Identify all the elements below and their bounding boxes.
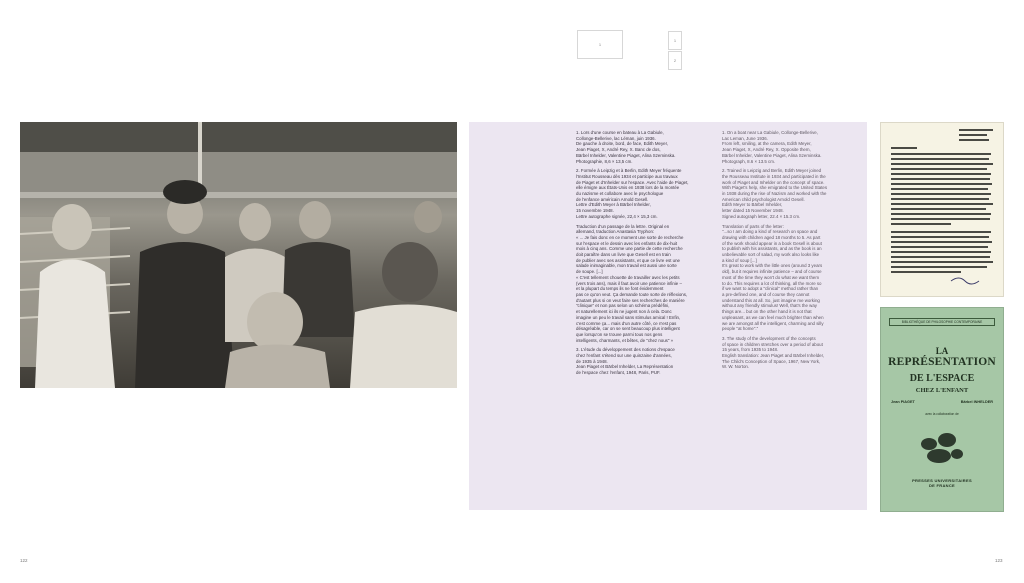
book-publisher-line-2: DE FRANCE	[928, 483, 956, 488]
book-title-line-3: DE L'ESPACE	[909, 373, 975, 384]
caption-fr-letter-translation: Traduction d'un passage de la lettre. Original en allemand, traduction Anastasia Tryphon: « ... Je fais donc en ce moment une sorte de recherche sur l'espace et le dessin avec les enfants de dix-huit mois à cinq ans. Comme une partie de cette recherche doit paraître dans un livre que Gesell est en train de publier avec ses assistants, et que ce livre est une salade inimaginable, mon travail est aussi une sorte de soupe. [...] « C'est tellement chouette de travailler avec les petits (vers trois ans), mais il faut avoir une patience infinie – et la plupart du temps ils ne font évidemment pas ce qu'on veut. Ça demande toute sorte de réflexions, d'autant plus si on veut faire ses recherches de manière "clinique" et non pas selon un schéma prédéfini, et naturellement ici ils ne jugent non à cela. Donc imagine un peu le travail sans stimulus amical ! Enfin, c'est comme ça... mais d'un autre côté, ce n'est pas désagréable, car on se sent beaucoup plus intelligent que lorsqu'on se trouve parmi tous nos gens intelligents, charmants, et bêtes, de "chez nous" »	[576, 223, 688, 343]
letter-image	[880, 122, 1004, 297]
book-title-line-4: CHEZ L'ENFANT	[915, 387, 969, 394]
book-title-line-1: LA	[935, 346, 949, 356]
book-collaboration-line: avec la collaboration de	[925, 412, 959, 416]
caption-fr-3: 3. L'étude du développement des notions d'espace chez l'enfant s'étend sur une quinzaine d'années, de 1935 à 1948. Jean Piaget et Bärbel Inhelder, La Représentation de l'espace chez l'enfant, 1948, Paris, PUF.	[576, 347, 675, 376]
page-number-left: 122	[20, 558, 28, 563]
nav-box-right-top-label: 1	[673, 38, 677, 43]
caption-en-3: 3. The study of the development of the concepts of space in children stretches over a period of about 15 years, from 1935 to 1948. English translation: Jean Piaget and Bärbel Inhelder, The Child's Conception of Space, 1967, New York, W. W. Norton.	[722, 335, 825, 370]
caption-en-1: 1. On a boat near La Gabiule, Collonge-Bellerive, Lac Leman, June 1936. From left, smiling, at the camera, Edith Meyer, Jean Piaget, X, André Rey, X. Opposite them, Bärbel Inhelder, Valentine Piaget, Alina Szeminska. Photograph, 8.6 × 13.5 cm.	[722, 130, 822, 164]
captions-english-column	[722, 130, 852, 374]
caption-fr-2: 2. Formée à Leipzig et à Berlin, Edith Meyer fréquente l'Institut Rousseau dès 1934 et participe aux travaux de Piaget et d'Inhelder sur l'espace. Avec l'aide de Piaget, elle émigre aux États-Unis en 1938 lors de la montée du nazisme et collabore avec le psychologue de l'enfance américain Arnold Gesell. Lettre d'Edith Meyer à Bärbel Inhelder, 15 novembre 1948. Lettre autographe signée, 22,4 × 15,3 cm.	[576, 168, 689, 219]
book-title-line-2: REPRÉSENTATION	[888, 356, 996, 368]
book-publisher-line-1: PRESSES UNIVERSITAIRES	[912, 478, 972, 483]
book-series-label: BIBLIOTHÈQUE DE PHILOSOPHIE CONTEMPORAINE	[889, 318, 995, 326]
book-publisher	[881, 478, 1003, 488]
book-illustration-icon	[917, 430, 967, 470]
book-authors	[891, 400, 993, 404]
caption-fr-1: 1. Lors d'une course en bateau à La Gabiule, Collonge-Bellerive, lac Léman, juin 1936. De gauche à droite, bord, de face, Edith Meyer, Jean Piaget, X, André Rey, X. Banc de dos, Bärbel Inhelder, Valentine Piaget, Alina Szeminska. Photographie, 8,6 × 13,5 cm.	[576, 130, 676, 164]
book-author-2: Bärbel INHELDER	[960, 400, 993, 404]
page-number-right: 123	[995, 558, 1003, 563]
nav-box-right-top[interactable]	[668, 31, 682, 50]
boat-group-photograph	[20, 122, 457, 388]
nav-box-left[interactable]	[577, 30, 623, 59]
caption-panel	[469, 122, 867, 510]
book-author-1: Jean PIAGET	[891, 400, 915, 404]
caption-en-2: 2. Trained in Leipzig and Berlin, Edith Meyer joined the Rousseau Institute in 1934 and participated in the work of Piaget and Inhelder on the concept of space. With Piaget's help, she emigrated to the United States in 1938 during the rise of Nazism and worked with the American child psychologist Arnold Gesell. Edith Meyer to Bärbel Inhelder, letter dated 15 November 1948. Signed autograph letter, 22.4 × 15.3 cm.	[722, 168, 828, 219]
nav-box-left-label: 1	[598, 42, 602, 47]
nav-box-right-bottom[interactable]	[668, 51, 682, 70]
nav-box-right-bottom-label: 2	[673, 58, 677, 63]
captions-french-column	[576, 130, 706, 380]
book-cover	[880, 307, 1004, 512]
caption-en-letter-translation: Translation of parts of the letter: "...so I am doing a kind of research on space and drawing with children aged 18 months to 5. As part of the work should appear in a book Gesell is about to publish with his assistants, and as the book is an unbelievable sort of salad, my work also looks like a kind of soup [...] It's great to work with the little ones (around 3 years old), but it requires infinite patience – and of course most of the time they won't do what we want them to do. This requires a lot of thinking, all the more so if we want to adopt a "clinical" method rather than a pre-defined one, and of course they cannot understand this at all. So, just imagine me working without any friendly stimulus! Well, that's the way things are... but on the other hand it is not that unpleasant, as we can feel much brighter than when we are amongst all the intelligent, charming and silly people "at home"."	[722, 223, 824, 332]
